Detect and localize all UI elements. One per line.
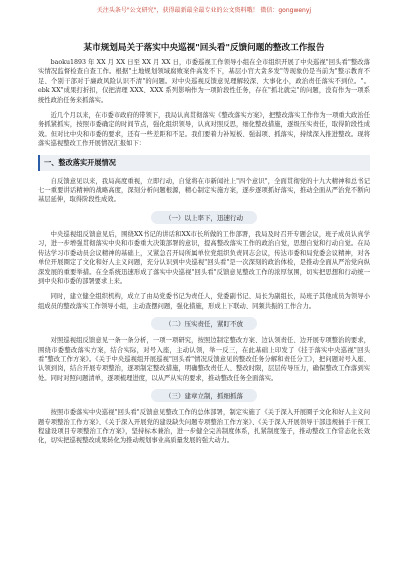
subheading-3 <box>38 389 370 402</box>
subheading-1 <box>38 211 370 224</box>
document-body <box>38 58 370 452</box>
page-title: 某市规划局关于落实中央巡视"回头看"反馈问题的整改工作报告 <box>83 43 325 53</box>
paragraph-6: 对照巡视组反馈意见一条一条分析，一项一项研究，按照边制定整改方案、边认领责任、边开展专项整治的要求，围绕市委整改落实方案，结合实际，对号入座，主动认领，举一反三，在此基础上印发了《挂于落实中央巡视"回头看"整改工作方案》。《关于中央巡视组开展巡视"回头看"情况反馈意见的整改任务分解和责任分工》，把问题对号入座、认领到岗，结合开展专项整治，逐项制定整改措施，明确整改责任人、整改时限，层层传导压力，确保整改工作落到实处。同时对照问题清单，逐项梳理进度，以从严从实的要求，推动整改任务全面落实。 <box>38 337 370 382</box>
paragraph-5: 同时，建立健全组织机构，成立了由局党委书记为责任人，党委副书记、局长为副组长，局班子其他成员为领导小组成员的整改落实工作领导小组，主动查摆问题，强化措施，形成上下联动、同频共振的工作合力。 <box>38 293 370 310</box>
section-heading: 一、整改落实开展情况 <box>38 155 370 171</box>
subheading-3-label: （三）建章立制，抓细抓落 <box>151 389 257 402</box>
paragraph-7: 按照市委落实中央巡视"回头看"反馈意见整改工作的总体部署，制定实施了《关于深入开展圈子文化和好人主义问题专项整治工作方案》、《关于深入开展党的建设缺失问题专项整治工作方案》、《关于深入开展领导干部违规插手干预工程建设项目专项整治工作方案》，坚持标本兼治，进一步健全完善制度体系，扎紧制度笼子，推动整改工作常态化长效化，切实把巡视整改成果转化为推动规划事业高质量发展的强大动力。 <box>38 409 370 445</box>
section-paragraph: 自反馈意见以来，我局高度重视，立即行动，自觉将在市新闻社上"四个意识"，全面贯彻党的十九大精神和总书记七一重要讲话精神的战略高度，深刻分析问题根源，精心制定实施方案，逐步逐项抓好落实，推动全面从严治党不断向基层延伸，取得阶段性成效。 <box>38 177 370 204</box>
summary-paragraph: 近几个月以来，在市委市政府的带领下，我局认真贯彻落实《整改落实方案》，把整改落实工作作为一项重大政治任务抓紧抓实，按照市委确定的时间节点，强化组织领导，认真对照反思，细化整改措施，逐级压实责任，取得阶段性成效。但对比中央和市委的要求，还有一些差距和不足。我们要着力补短板、强弱项、抓落实，持续深入推进整改。现将落实巡视整改工作开展情况汇报如下： <box>38 112 370 148</box>
intro-paragraph: baoku1893 年 XX 月 XX 日至 XX 月 XX 日，市委巡视工作领导小组在全市组织开展了中央巡视"回头看"整改落实情况监督检查自查工作。根据"土地规划领域腐败案件高发不下，基层小官大贪多发"等现象仍是当前为"整示教育不足、个别干部对于廉政风险认识不清"的问题。对中央巡视反馈意见理解较深、大事化小，政治责任落实不到位。"。ebk XX"成果打折扣，仅把清理 XXX、XXX 系列影响作为一项阶段性任务，存在"抓北就完"的问题，没有作为一项系统性政治任务来抓落实。 <box>38 59 370 104</box>
header-banner: 关注头条号"公文研究"，获得最新最全最专业的公文资料哦！ 微信：gongwenyj <box>96 7 312 14</box>
subheading-1-label: （一）以上率下，迅速行动 <box>151 211 257 224</box>
subheading-2-label: （二）压实责任，紧盯不放 <box>151 317 257 330</box>
subheading-2 <box>38 317 370 330</box>
paragraph-4: 中央巡视组反馈意见后，围绕XX书记的讲话和XX市长所做的工作部署，我局及时召开专题会议，班子成员认真学习，进一步增强贯彻落实中央和市委重大决策部署的意识，提高整改落实工作的政治自觉，思想自觉和行动自觉。在局传达学习市委动员会议精神的基础上，又紧急召开局所属单位党组织负责同志会议，传达市委和局党委会议精神，对各单位开展圈定了文化和好人主义问题，充分认识到中央巡视"回头看"是一次深刻的政治体检，是推动全面从严治党向纵深发展的重要举措。在全系统迅速形成了落实中央巡视"回头看"反馈意见整改工作的浓厚氛围，切实把思想和行动统一到中央和市委的部署要求上来。 <box>38 230 370 285</box>
